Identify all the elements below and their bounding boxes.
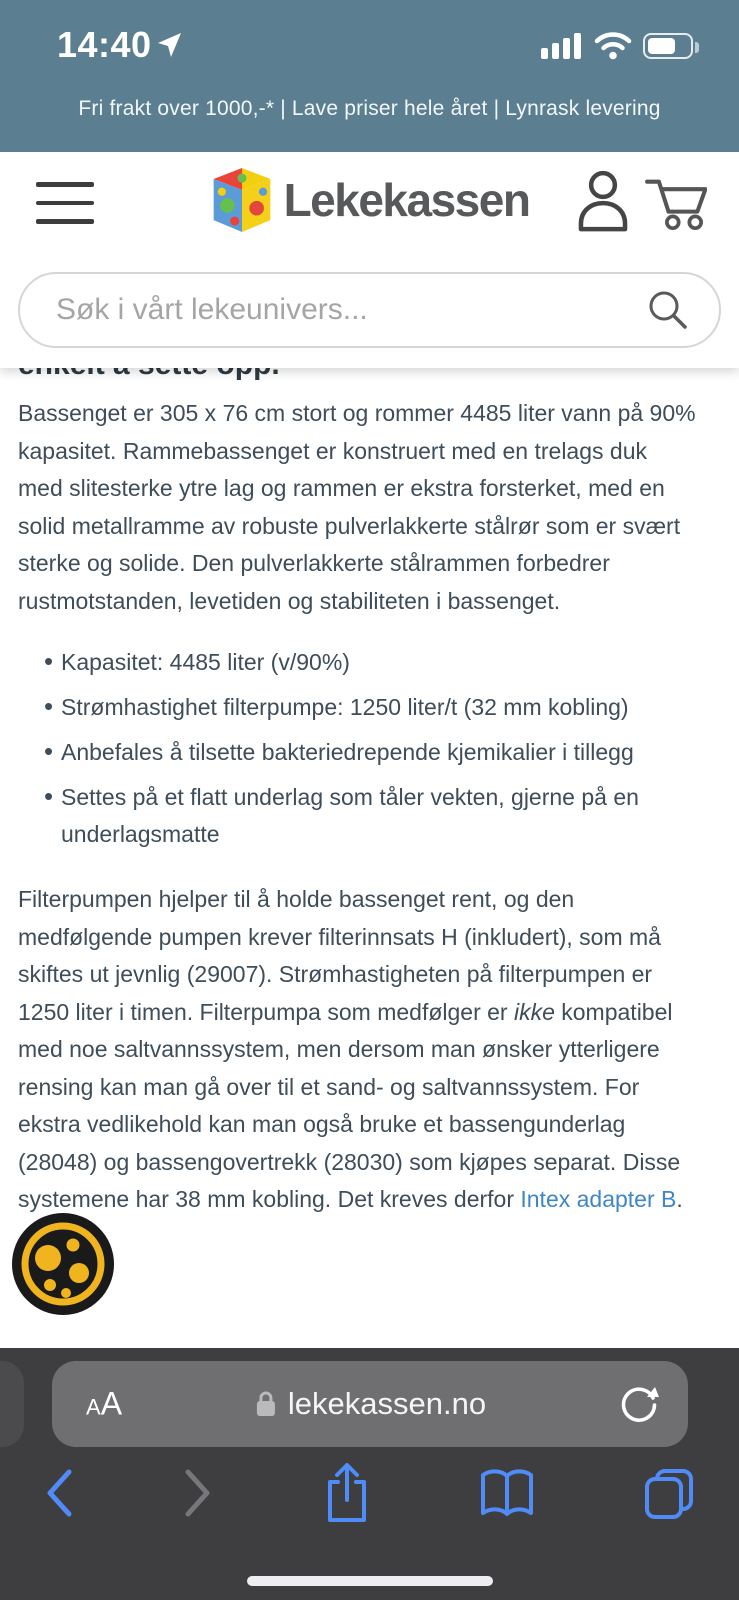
search-icon[interactable]	[647, 289, 689, 331]
product-paragraph-2	[18, 881, 698, 1219]
cookie-widget-icon	[11, 1212, 115, 1316]
site-header	[0, 152, 739, 368]
home-indicator	[247, 1576, 493, 1586]
location-arrow-icon	[155, 31, 183, 59]
puzzle-cube-logo-icon	[210, 164, 274, 236]
intex-adapter-link[interactable]: Intex adapter B	[520, 1186, 677, 1212]
list-item: • Strømhastighet filterpumpe: 1250 liter/t (32 mm kobling)	[44, 689, 710, 726]
url-host	[254, 1386, 486, 1422]
url-host-text: lekekassen.no	[287, 1386, 487, 1421]
list-item: • Kapasitet: 4485 liter (v/90%)	[44, 644, 710, 681]
battery-nub	[695, 42, 699, 53]
text-size-button[interactable]: A A	[86, 1385, 123, 1422]
battery-icon	[643, 33, 693, 59]
lock-icon	[254, 1389, 278, 1419]
wifi-icon	[594, 32, 632, 60]
share-icon[interactable]	[321, 1460, 373, 1526]
adjacent-tab-edge[interactable]	[0, 1361, 24, 1447]
search-bar[interactable]	[18, 272, 721, 348]
tabs-icon[interactable]	[641, 1465, 697, 1521]
list-item: • Anbefales å tilsette bakteriedrepende kjemikalier i tillegg	[44, 734, 710, 771]
status-time: 14:40	[57, 24, 152, 65]
cookie-widget[interactable]	[11, 1212, 115, 1316]
user-icon[interactable]	[577, 170, 629, 234]
url-bar[interactable]	[52, 1361, 688, 1447]
search-placeholder: Søk i vårt lekeunivers...	[56, 293, 368, 326]
paragraph2-text: kompatibel med noe saltvannssystem, men dersom man ønsker ytterligere rensing kan man gå over til et sand- og saltvannssystem. For ekstra vedlikehold kan man også bruke et bassengunderlag (28048) og bassengovertrekk (28030) som kjøpes separat. Disse systemene har 38 mm kobling. Det kreves derfor	[18, 998, 681, 1212]
status-promo-area	[0, 0, 739, 152]
back-icon[interactable]	[42, 1466, 76, 1520]
paragraph2-text: Filterpumpen hjelper til å holde bassenget rent, og den medfølgende pumpen krever filterinnsats H (inkludert), som må skiftes ut jevnlig (29007). Strømhastigheten på filterpumpen er 1250 liter i timen. Filterpumpa som medfølger er	[18, 886, 661, 1025]
reload-icon[interactable]	[618, 1382, 662, 1426]
product-paragraph-1: Bassenget er 305 x 76 cm stort og rommer 4485 liter vann på 90% kapasitet. Rammebassenget er konstruert med en trelags duk med slitesterke ytre lag og rammen er ekstra forsterket, med en solid metallramme av robuste pulverlakkerte stålrør som er svært sterke og solide. Den pulverlakkerte stålrammen forbedrer rustmotstanden, levetiden og stabiliteten i bassenget.	[18, 400, 696, 614]
cart-icon[interactable]	[645, 170, 707, 234]
safari-toolbar	[0, 1348, 739, 1600]
bookmarks-icon[interactable]	[478, 1467, 536, 1519]
ios-status-bar	[0, 24, 739, 70]
signal-bars-icon	[541, 32, 583, 60]
safari-nav-icons	[0, 1448, 739, 1538]
list-item: • Settes på et flatt underlag som tåler vekten, gjerne på en underlagsmatte	[44, 779, 710, 853]
battery-fill	[648, 38, 675, 54]
product-spec-list	[18, 644, 710, 853]
header-icons	[577, 170, 707, 234]
promo-banner: Fri frakt over 1000,-* | Lave priser hele året | Lynrask levering	[78, 97, 661, 120]
logo-wordmark: Lekekassen	[283, 174, 530, 226]
forward-icon[interactable]	[181, 1466, 215, 1520]
paragraph2-text: .	[676, 1186, 683, 1212]
page-content	[18, 347, 724, 1219]
status-icons	[541, 32, 693, 60]
paragraph2-italic: ikke	[513, 998, 555, 1025]
